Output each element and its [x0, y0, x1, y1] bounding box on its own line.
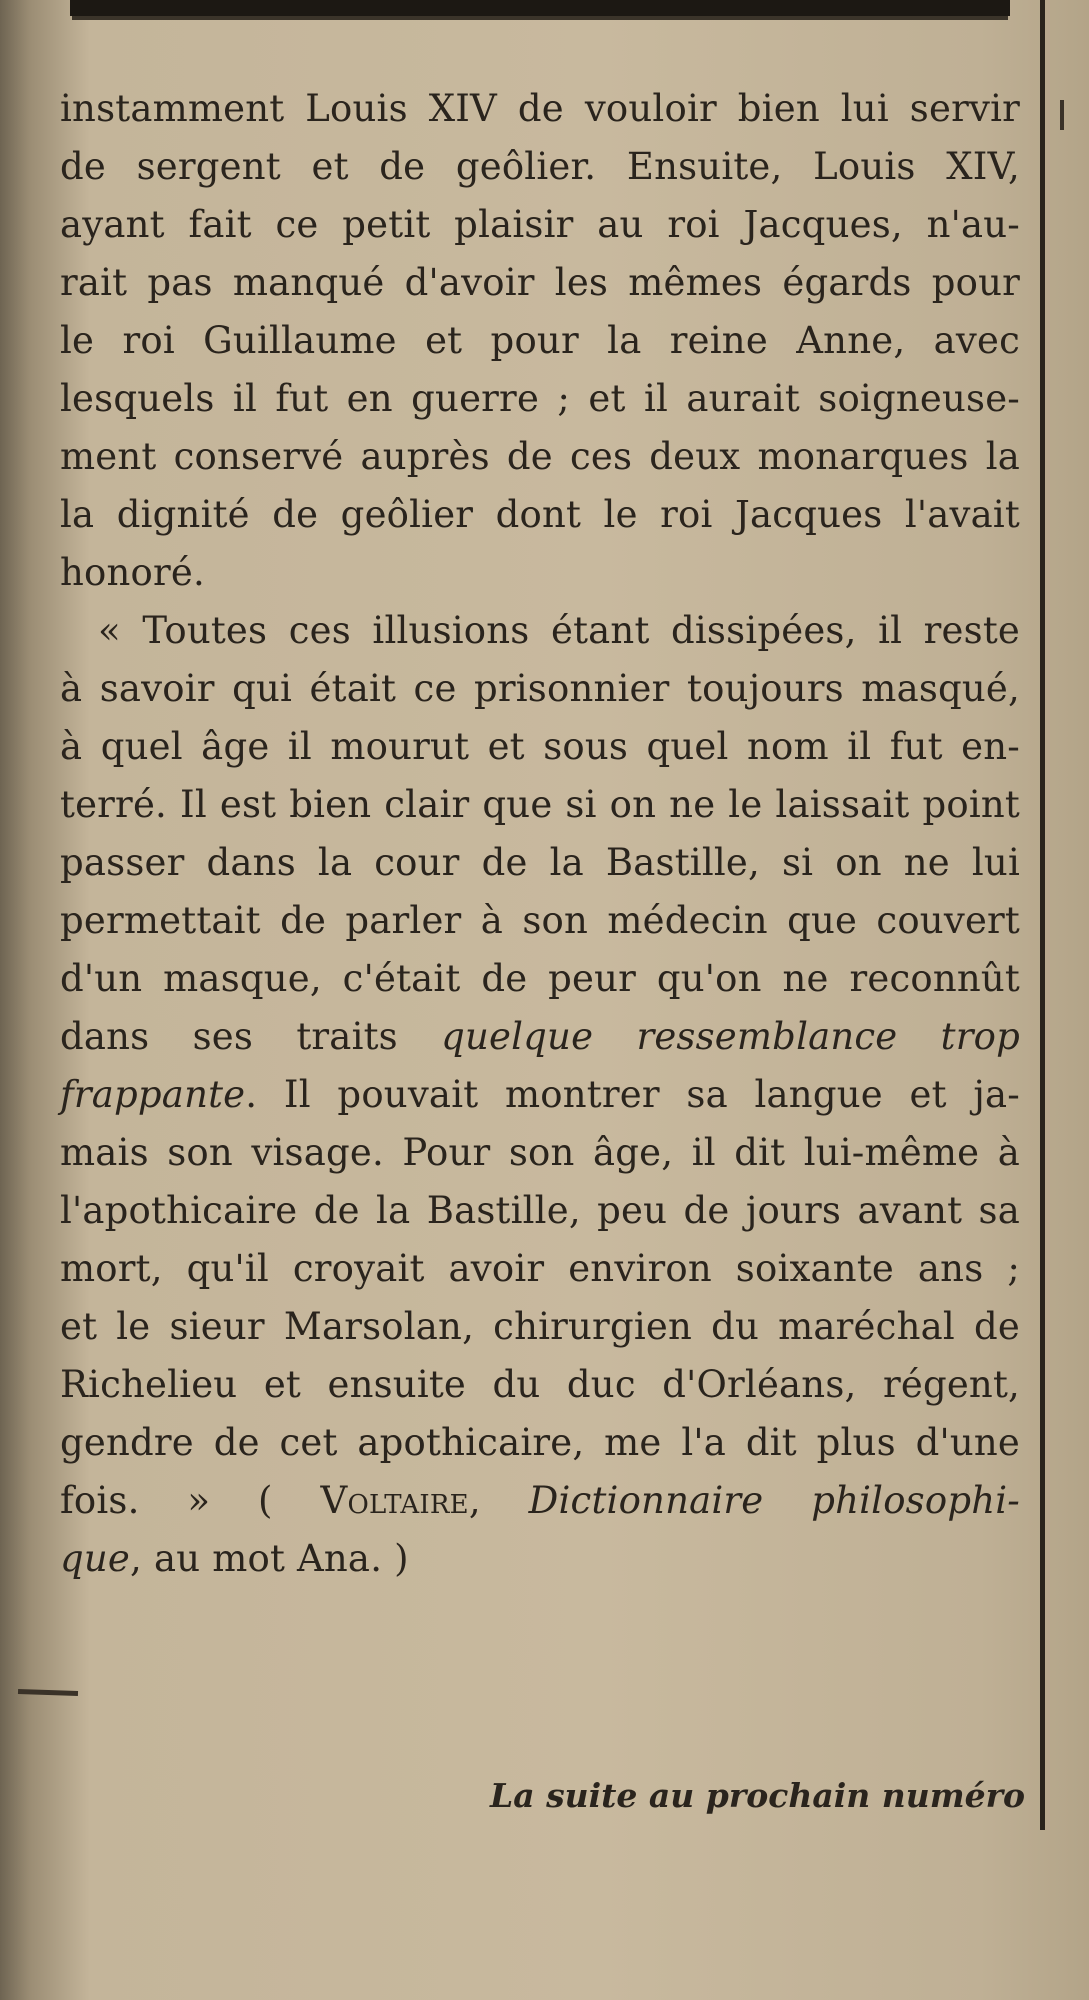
text-line [60, 1008, 1020, 1066]
text-line: ayant fait ce petit plaisir au roi Jacques, n'au- [60, 203, 1020, 246]
text-line: honoré. [60, 551, 205, 594]
text-line: Richelieu et ensuite du duc d'Orléans, régent, [60, 1363, 1020, 1406]
top-rule [70, 0, 1010, 16]
text-span: . Il pouvait montrer sa langue et ja- [245, 1073, 1020, 1116]
text-line: à savoir qui était ce prisonnier toujours masqué, [60, 667, 1020, 710]
text-span: fois. » ( [60, 1479, 321, 1522]
italic-phrase: quelque ressemblance trop [441, 1015, 1020, 1058]
italic-phrase: frappante [60, 1073, 246, 1116]
text-line: d'un masque, c'était de peur qu'on ne reconnût [60, 957, 1020, 1000]
text-line: lesquels il fut en guerre ; et il aurait soigneuse- [60, 377, 1020, 420]
text-line [60, 1530, 1020, 1588]
text-line: de sergent et de geôlier. Ensuite, Louis XIV, [60, 145, 1020, 188]
text-line: mais son visage. Pour son âge, il dit lui-même à [60, 1131, 1020, 1174]
margin-mark [1060, 100, 1064, 130]
text-span: , [468, 1479, 529, 1522]
text-line: la dignité de geôlier dont le roi Jacques l'avait [60, 493, 1020, 536]
continued-notice: La suite au prochain numéro [490, 1776, 1026, 1815]
text-line: instamment Louis XIV de vouloir bien lui servir [60, 87, 1020, 130]
text-line: l'apothicaire de la Bastille, peu de jours avant sa [60, 1189, 1020, 1232]
text-line [60, 1472, 1020, 1530]
margin-dash [18, 1689, 78, 1696]
text-span: , au mot Ana. ) [130, 1537, 409, 1580]
text-line: rait pas manqué d'avoir les mêmes égards pour [60, 261, 1020, 304]
text-line: à quel âge il mourut et sous quel nom il fut en- [60, 725, 1020, 768]
text-line: le roi Guillaume et pour la reine Anne, avec [60, 319, 1020, 362]
text-line: « Toutes ces illusions étant dissipées, il reste [98, 609, 1020, 652]
text-line: ment conservé auprès de ces deux monarques la [60, 435, 1020, 478]
text-span: dans ses traits [60, 1015, 442, 1058]
text-line: et le sieur Marsolan, chirurgien du maréchal de [60, 1305, 1020, 1348]
source-title: que [60, 1537, 131, 1580]
text-line: passer dans la cour de la Bastille, si on ne lui [60, 841, 1020, 884]
text-line: terré. Il est bien clair que si on ne le laissait point [60, 783, 1020, 826]
article-column [60, 80, 1020, 1588]
column-rule [1040, 0, 1045, 1830]
text-line: mort, qu'il croyait avoir environ soixante ans ; [60, 1247, 1020, 1290]
text-line [60, 1066, 1020, 1124]
author-name: Voltaire [320, 1479, 469, 1522]
text-line: permettait de parler à son médecin que couvert [60, 899, 1020, 942]
text-line: gendre de cet apothicaire, me l'a dit plus d'une [60, 1421, 1020, 1464]
source-title: Dictionnaire philosophi- [528, 1479, 1020, 1522]
